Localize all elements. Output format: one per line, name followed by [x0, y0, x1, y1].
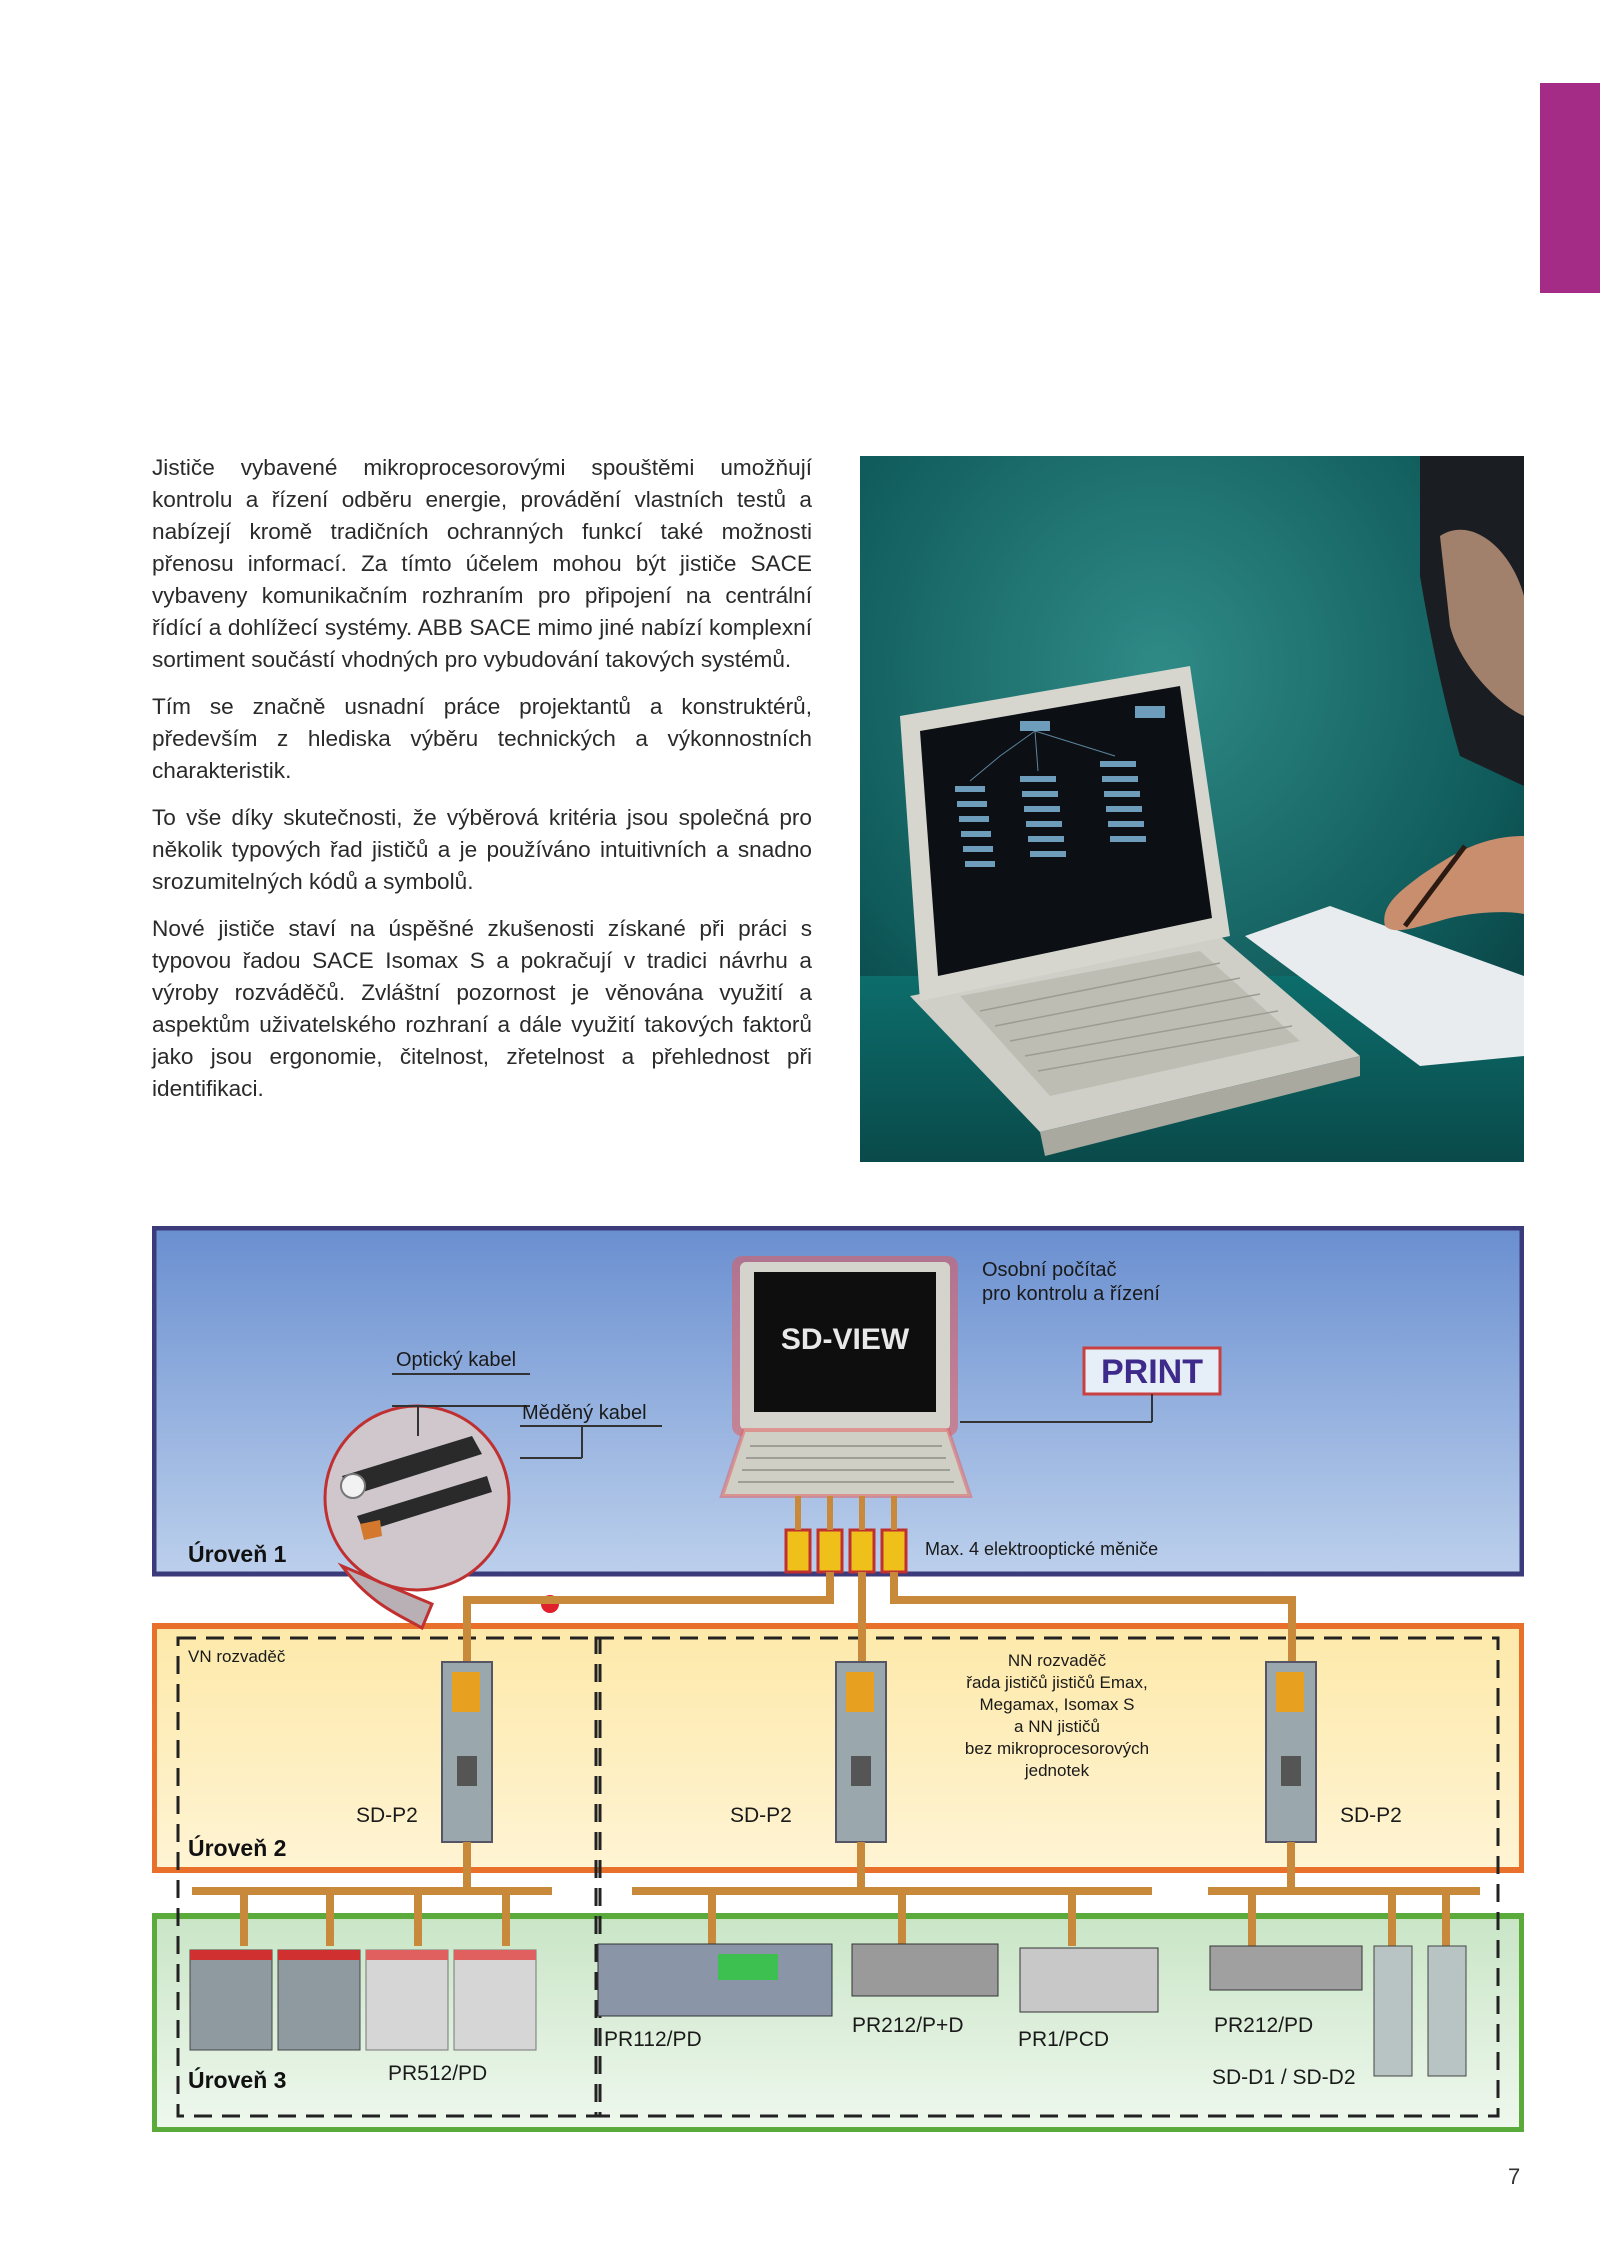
- nn-line-4: a NN jističů: [1014, 1717, 1100, 1736]
- pr212pd-label: PR212/PD: [1214, 2014, 1314, 2037]
- vn-label: VN rozvaděč: [188, 1647, 286, 1666]
- nn-line-3: Megamax, Isomax S: [979, 1695, 1135, 1714]
- paragraph-2: Tím se značně usnadní práce projektantů a konstruktérů, především z hlediska výběru technických a výkonnostních charakteristik.: [152, 694, 812, 783]
- level1-title: Úroveň 1: [188, 1541, 287, 1567]
- pr212pd-d-label: PR212/P+D: [852, 2014, 964, 2037]
- paragraph-4: Nové jističe staví na úspěšné zkušenosti získané při práci s typovou řadou SACE Isomax S a pokračují v tradici návrhu a výroby rozváděčů. Zvláštní pozornost je věnována využití a aspektům uživatelského rozhraní a dále využití takových faktorů jako jsou ergonomie, čitelnost, zřetelnost a přehlednost při identifikaci.: [152, 916, 812, 1101]
- converters-label: Max. 4 elektrooptické měniče: [925, 1539, 1159, 1559]
- level2-title: Úroveň 2: [188, 1835, 287, 1861]
- nn-line-2: řada jističů jističů Emax,: [966, 1673, 1148, 1692]
- pr112-device: [598, 1944, 832, 2016]
- sdp2-label-3: SD-P2: [1340, 1804, 1402, 1827]
- sdp2-module-1: [442, 1662, 492, 1842]
- sdp2-label-2: SD-P2: [730, 1804, 792, 1827]
- laptop-photo: [860, 456, 1524, 1162]
- sdd-label: SD-D1 / SD-D2: [1212, 2066, 1356, 2089]
- pr1-pcd-device: [1020, 1948, 1158, 2012]
- nn-line-6: jednotek: [1024, 1761, 1090, 1780]
- body-text: [152, 452, 812, 1120]
- pr212-pd-device: [852, 1944, 998, 1996]
- pr1pcd-label: PR1/PCD: [1018, 2028, 1110, 2051]
- network-diagram: [152, 1226, 1524, 2132]
- pc-label-1: Osobní počítač: [982, 1259, 1117, 1281]
- screen-text: SD-VIEW: [780, 1323, 910, 1356]
- nn-line-5: bez mikroprocesorových: [964, 1739, 1150, 1758]
- paragraph-1: Jističe vybavené mikroprocesorovými spouštěmi umožňují kontrolu a řízení odběru energie, provádění vlastních testů a nabízejí kromě tradičních ochranných funkcí také možnosti přenosu informací. Za tímto účelem mohou být jističe SACE vybaveny komunikačním rozhraním pro připojení na centrální řídící a dohlížecí systémy. ABB SACE mimo jiné nabízí komplexní sortiment součástí vhodných pro vybudování takových systémů.: [152, 455, 812, 672]
- pr112-label: PR112/PD: [604, 2028, 702, 2051]
- page-number: 7: [1508, 2164, 1521, 2189]
- nn-line-1: NN rozvaděč: [1007, 1651, 1107, 1670]
- sdp2-module-3: [1266, 1662, 1316, 1842]
- paragraph-3: To vše díky skutečnosti, že výběrová kritéria jsou společná pro několik typových řad jističů a je používáno intuitivních a snadno srozumitelných kódů a symbolů.: [152, 805, 812, 894]
- sdp2-module-2: [836, 1662, 886, 1842]
- sdp2-label-1: SD-P2: [356, 1804, 418, 1827]
- optic-cable-label: Optický kabel: [396, 1349, 517, 1371]
- pr512-label: PR512/PD: [388, 2062, 488, 2085]
- section-tab: [1540, 83, 1600, 293]
- pc-label-2: pro kontrolu a řízení: [982, 1283, 1160, 1305]
- pc-laptop: [722, 1256, 970, 1496]
- copper-cable-label: Měděný kabel: [522, 1402, 647, 1424]
- pr212-pd2-device: [1210, 1946, 1362, 1990]
- level3-title: Úroveň 3: [188, 2067, 287, 2093]
- print-text: PRINT: [1101, 1353, 1203, 1391]
